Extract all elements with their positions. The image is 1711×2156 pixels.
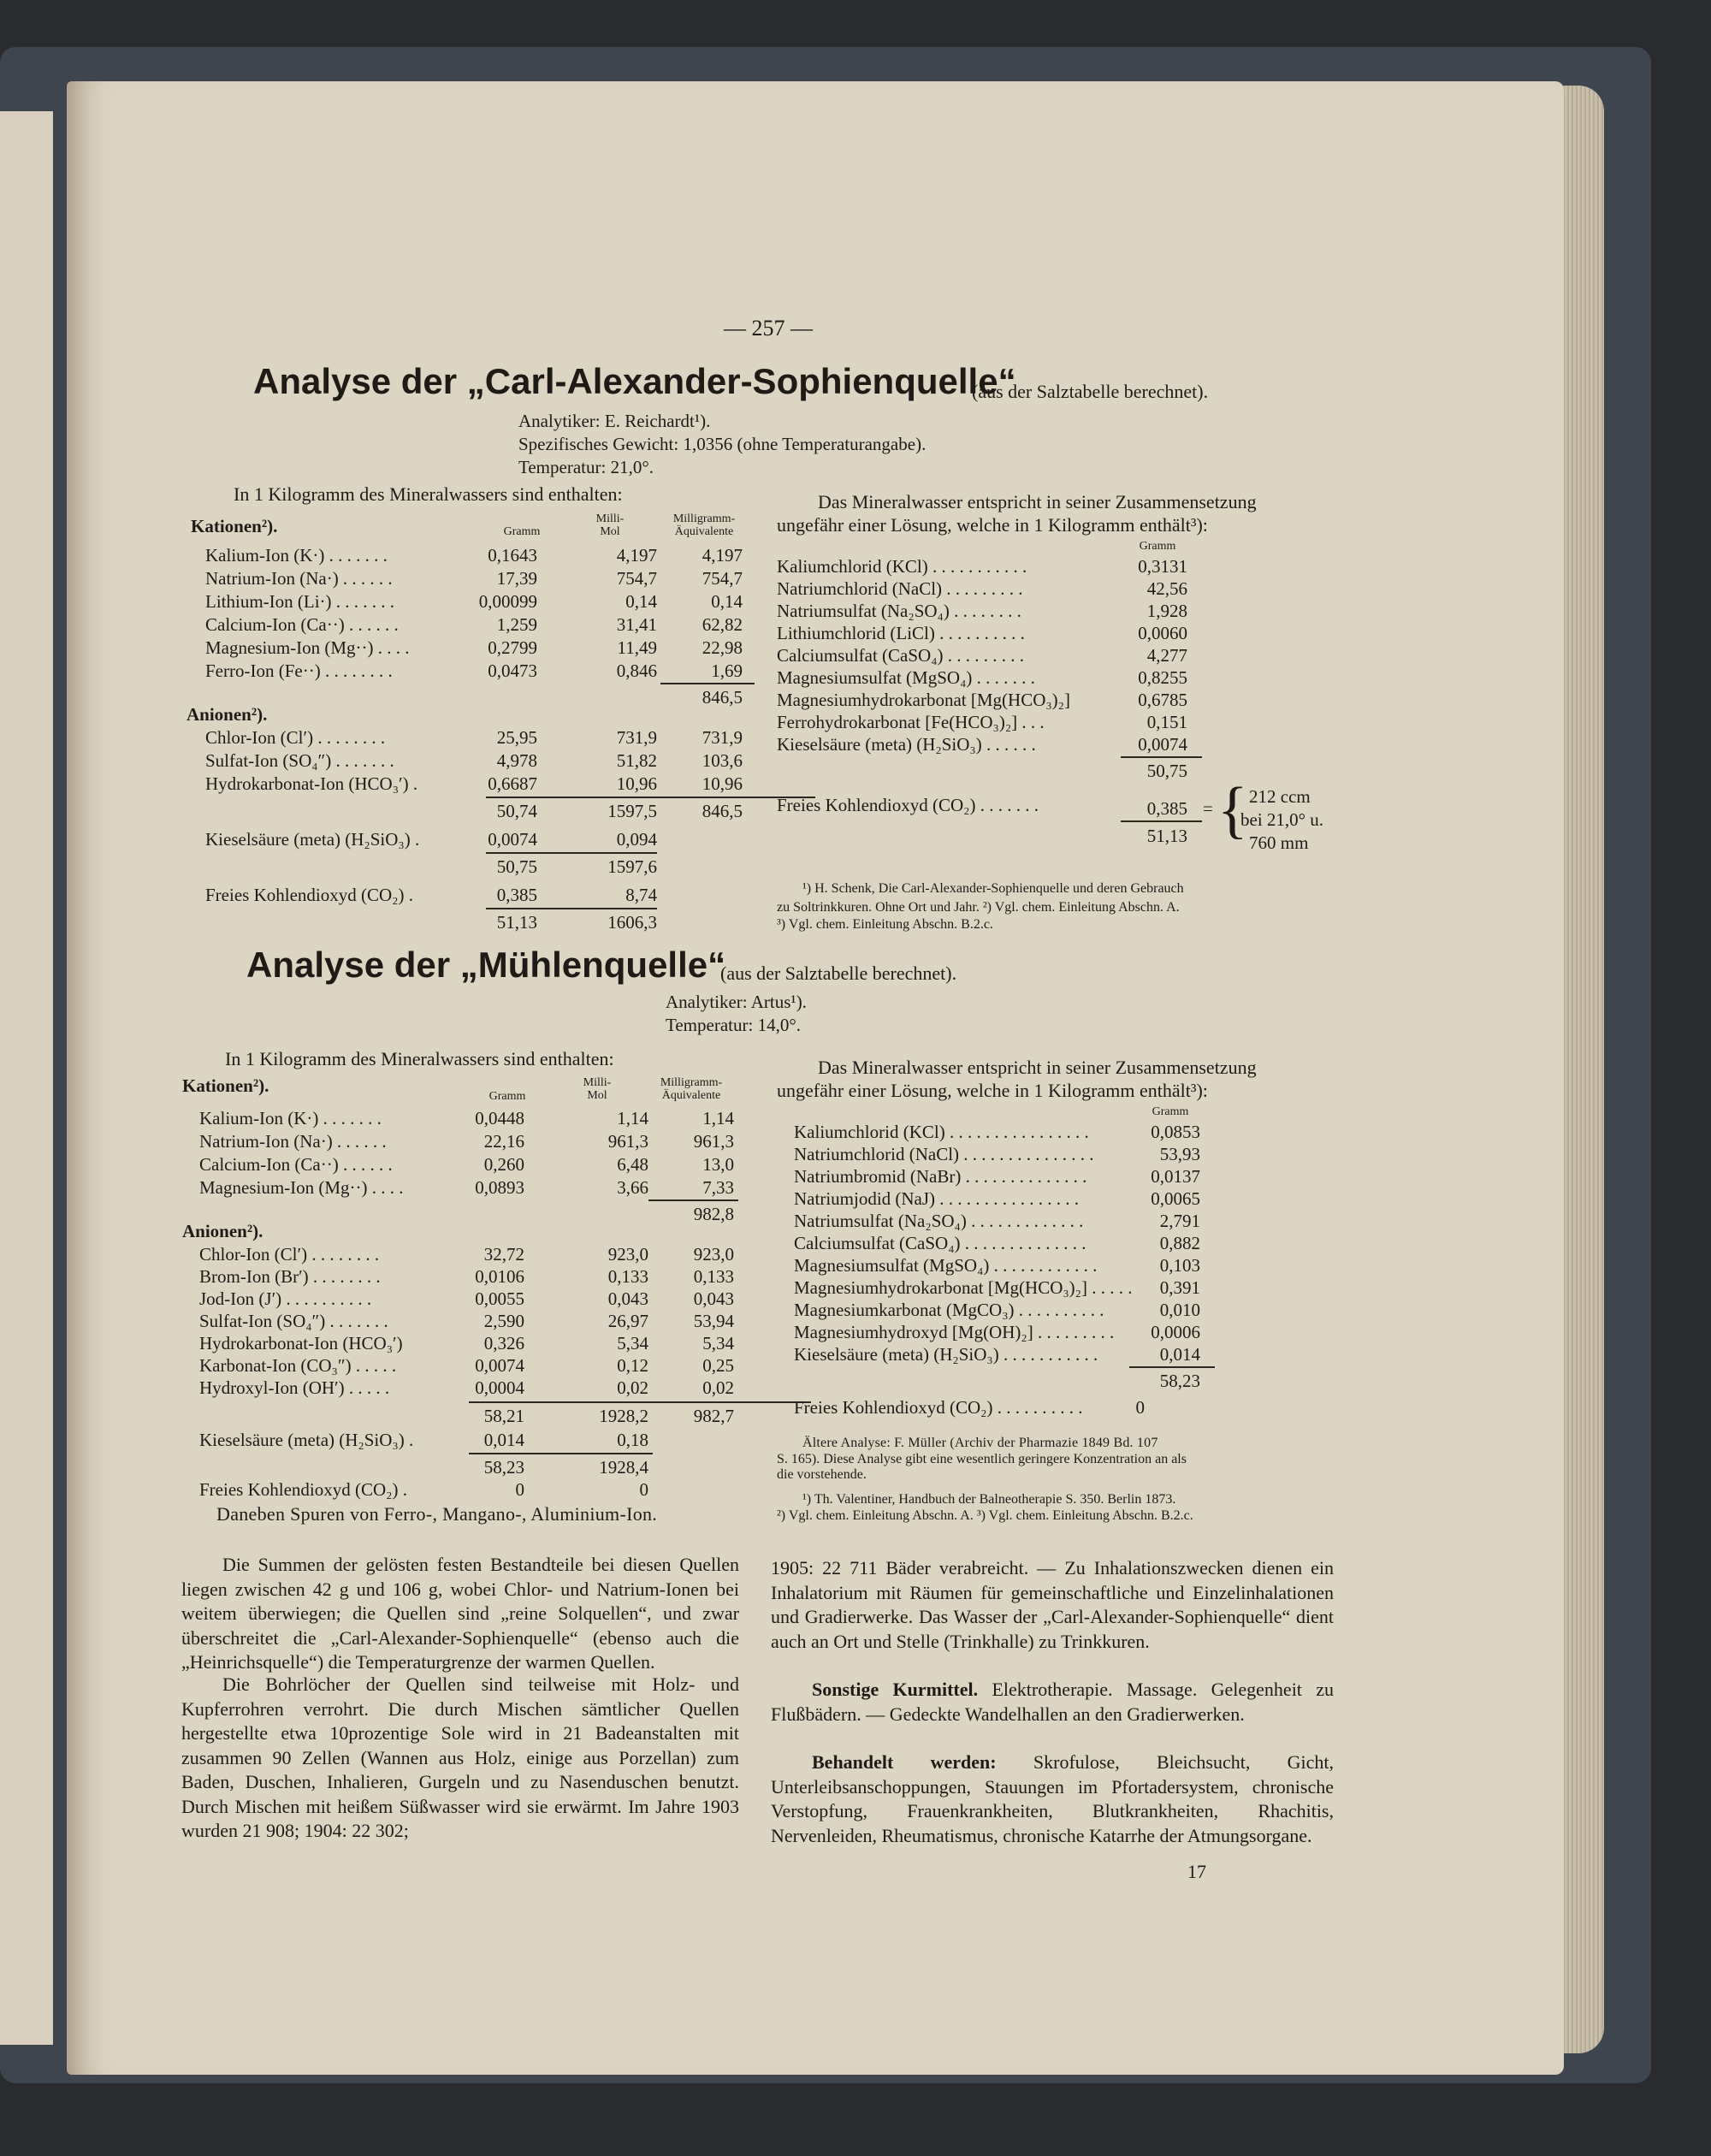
table-cell: 5,34: [702, 1333, 734, 1353]
table-cell: 0,18: [617, 1430, 648, 1450]
table-row-name: Lithium-Ion (Li·) . . . . . . .: [205, 591, 395, 612]
table-cell: 31,41: [616, 614, 657, 635]
table-cell: 0,385: [496, 885, 537, 905]
salt-name: Magnesiumhydrokarbonat [Mg(HCO₃)₂] . . . . .: [794, 1277, 1133, 1298]
salt-value: 0,0853: [1151, 1122, 1200, 1142]
analysis2-col-aequiv-2: Äquivalente: [661, 1089, 721, 1102]
salt-value: 0,0065: [1151, 1188, 1200, 1209]
table-cell: 961,3: [607, 1131, 648, 1152]
analysis2-anionen-label: Anionen²).: [182, 1221, 263, 1241]
table-row-name: Chlor-Ion (Cl′) . . . . . . . .: [205, 727, 386, 748]
sum-rule: [486, 908, 657, 909]
salt-value: 2,791: [1159, 1211, 1200, 1231]
table-cell: 4,197: [702, 545, 743, 566]
analysis2-col-gramm: Gramm: [488, 1090, 526, 1103]
body-paragraph: [771, 1678, 1334, 1727]
sum-rule: [469, 1453, 653, 1454]
analysis2-intro: In 1 Kilogramm des Mineralwassers sind enthalten:: [225, 1048, 614, 1069]
salt-value: 0,151: [1146, 712, 1187, 732]
table-cell: 0,0106: [475, 1266, 524, 1287]
table-row-name: Chlor-Ion (Cl′) . . . . . . . .: [199, 1244, 380, 1265]
table-cell: 0,846: [616, 660, 657, 681]
brace: {: [1217, 775, 1248, 845]
salt-value: 0,391: [1159, 1277, 1200, 1298]
table-cell: 0,0473: [488, 660, 537, 681]
analysis2-right-col: Gramm: [1152, 1105, 1189, 1118]
table-row-name: Kalium-Ion (K·) . . . . . . .: [199, 1108, 382, 1128]
table-row-name: Calcium-Ion (Ca··) . . . . . .: [199, 1154, 393, 1175]
salt-name: Natriumjodid (NaJ) . . . . . . . . . . . . . . . .: [794, 1188, 1080, 1209]
table-cell: 1,14: [617, 1108, 648, 1128]
table-cell: 5,34: [617, 1333, 648, 1353]
analysis1-right-intro-2: ungefähr einer Lösung, welche in 1 Kilogramm enthält³):: [777, 514, 1208, 536]
analysis1-col-millimol-1: Milli-: [595, 512, 625, 525]
salt-name: Natriumsulfat (Na₂SO₄) . . . . . . . .: [777, 601, 1021, 621]
salt-name: Calciumsulfat (CaSO₄) . . . . . . . . .: [777, 645, 1025, 666]
table-cell: 13,0: [702, 1154, 734, 1175]
table-cell: 6,48: [617, 1154, 648, 1175]
sum-rule: [469, 1401, 811, 1403]
analysis2-subtitle: (aus der Salztabelle berechnet).: [720, 962, 957, 984]
table-cell: 0,0004: [475, 1377, 524, 1398]
analysis1-anionen-label: Anionen²).: [186, 704, 268, 725]
table-cell: 51,82: [616, 750, 657, 771]
right-co2-value: 0: [1135, 1397, 1145, 1418]
table-row-name: Freies Kohlendioxyd (CO₂) .: [199, 1479, 407, 1500]
table-row-name: Natrium-Ion (Na·) . . . . . .: [205, 568, 393, 589]
table-cell: 0,133: [693, 1266, 734, 1287]
older-analysis: Ältere Analyse: F. Müller (Archiv der Pharmazie 1849 Bd. 107: [802, 1436, 1158, 1450]
sum-cell: 1597,5: [607, 801, 657, 821]
table-row-name: Ferro-Ion (Fe··) . . . . . . . .: [205, 660, 393, 681]
salt-name: Magnesiumhydrokarbonat [Mg(HCO₃)₂]: [777, 690, 1070, 710]
table-cell: 4,978: [496, 750, 537, 771]
analysis2-kationen-label: Kationen²).: [182, 1075, 269, 1096]
table-cell: 3,66: [617, 1177, 648, 1198]
footnote: zu Soltrinkkuren. Ohne Ort und Jahr. ²) Vgl. chem. Einleitung Abschn. A.: [777, 900, 1180, 915]
sum-cell: 58,23: [483, 1457, 524, 1478]
salt-name: Magnesiumsulfat (MgSO₄) . . . . . . .: [777, 667, 1035, 688]
table-row-name: Magnesium-Ion (Mg··) . . . .: [205, 637, 410, 658]
salt-name: Natriumchlorid (NaCl) . . . . . . . . .: [777, 578, 1023, 599]
right-co2-name: Freies Kohlendioxyd (CO₂) . . . . . . .: [777, 795, 1039, 815]
kationen-sum: 982,8: [693, 1204, 734, 1224]
right-co2-name: Freies Kohlendioxyd (CO₂) . . . . . . . . . .: [794, 1397, 1083, 1418]
table-row-name: Hydrokarbonat-Ion (HCO₃′) .: [205, 773, 418, 794]
footnote: ¹) H. Schenk, Die Carl-Alexander-Sophienquelle und deren Gebrauch: [802, 881, 1184, 896]
page-number: — 257 —: [724, 316, 813, 341]
analysis2-col-aequiv-1: Milligramm-: [660, 1076, 723, 1089]
table-cell: 32,72: [483, 1244, 524, 1265]
table-cell: 22,98: [702, 637, 743, 658]
sum-rule: [1121, 756, 1202, 758]
left-page-edge: [0, 111, 53, 2045]
table-cell: 923,0: [693, 1244, 734, 1265]
sum-cell: 50,74: [496, 801, 537, 821]
table-cell: 11,49: [617, 637, 657, 658]
salts-sum: 50,75: [1146, 761, 1187, 781]
table-cell: 0,1643: [488, 545, 537, 566]
sum-rule: [660, 683, 755, 684]
table-cell: 1,69: [711, 660, 743, 681]
gas-pressure: 760 mm: [1249, 832, 1309, 853]
analysis2-title: Analyse der „Mühlenquelle“: [246, 945, 726, 985]
analysis1-right-col: Gramm: [1139, 540, 1176, 553]
table-cell: 7,33: [702, 1177, 734, 1198]
body-paragraph: [771, 1750, 1334, 1848]
analysis2-temperature: Temperatur: 14,0°.: [666, 1015, 801, 1035]
section-label: Behandelt werden:: [812, 1751, 997, 1773]
gas-temp: bei 21,0° u.: [1240, 809, 1324, 830]
table-row-name: Magnesium-Ion (Mg··) . . . .: [199, 1177, 404, 1198]
analysis1-col-millimol-2: Mol: [600, 525, 620, 538]
salt-name: Calciumsulfat (CaSO₄) . . . . . . . . . . . . . .: [794, 1233, 1086, 1253]
body-paragraph: 1905: 22 711 Bäder verabreicht. — Zu Inhalationszwecken dienen ein Inhalatorium mit Räumen für gemeinschaftliche und Einzelinhalationen und Gradierwerke. Das Wasser der „Carl-Alexander-Sophienquelle“ dient auch an Ort und Stelle (Trinkhalle) zu Trinkkuren.: [771, 1557, 1334, 1652]
salt-value: 0,103: [1159, 1255, 1200, 1276]
salt-name: Kieselsäure (meta) (H₂SiO₃) . . . . . . . . . . .: [794, 1344, 1098, 1365]
analysis1-title: Analyse der „Carl-Alexander-Sophienquelle“: [253, 361, 1016, 401]
table-cell: 0,043: [693, 1288, 734, 1309]
salts-sum: 58,23: [1159, 1371, 1200, 1391]
sum-cell: 1606,3: [607, 912, 657, 933]
table-cell: 0,0074: [475, 1355, 524, 1376]
sum-rule: [1121, 820, 1202, 822]
right-sum: 51,13: [1146, 826, 1187, 846]
body-paragraph: Die Summen der gelösten festen Bestandteile bei diesen Quellen liegen zwischen 42 g und 106 g, wobei Chlor- und Natrium-Ionen bei weitem überwiegen; die Quellen sind „reine Solquellen“, und zwar überschreitet die „Carl-Alexander-Sophienquelle“ (ebenso auch die „Heinrichsquelle“) die Temperaturgrenze der warmen Quellen.: [181, 1554, 739, 1673]
table-cell: 0,133: [607, 1266, 648, 1287]
analysis1-col-gramm: Gramm: [503, 525, 541, 538]
salt-name: Magnesiumkarbonat (MgCO₃) . . . . . . . . . .: [794, 1300, 1104, 1320]
section-text: Elektrotherapie. Massage. Gelegenheit zu Flußbädern. — Gedeckte Wandelhallen an den Gradierwerken.: [771, 1679, 1334, 1725]
analysis2-col-millimol-1: Milli-: [583, 1076, 612, 1089]
sum-cell: 1597,6: [607, 856, 657, 877]
table-cell: 1,259: [496, 614, 537, 635]
salt-value: 0,882: [1159, 1233, 1200, 1253]
table-cell: 0,0448: [475, 1108, 524, 1128]
table-cell: 754,7: [702, 568, 743, 589]
older-analysis: S. 165). Diese Analyse gibt eine wesentlich geringere Konzentration an als: [777, 1452, 1187, 1466]
salt-value: 0,0006: [1151, 1322, 1200, 1342]
analysis1-analyst: Analytiker: E. Reichardt¹).: [518, 411, 711, 431]
salt-value: 42,56: [1146, 578, 1187, 599]
table-row-name: Hydrokarbonat-Ion (HCO₃′): [199, 1333, 403, 1353]
table-row-name: Hydroxyl-Ion (OH′) . . . . .: [199, 1377, 390, 1398]
table-cell: 754,7: [616, 568, 657, 589]
table-row-name: Kieselsäure (meta) (H₂SiO₃) .: [199, 1430, 414, 1450]
table-cell: 0,14: [625, 591, 657, 612]
sum-cell: 58,21: [483, 1406, 524, 1426]
salt-value: 0,8255: [1138, 667, 1187, 688]
table-row-name: Karbonat-Ion (CO₃″) . . . . .: [199, 1355, 397, 1376]
salt-name: Kieselsäure (meta) (H₂SiO₃) . . . . . .: [777, 734, 1036, 755]
table-cell: 0,0074: [488, 829, 537, 850]
older-analysis: die vorstehende.: [777, 1467, 867, 1482]
section-text: Skrofulose, Bleichsucht, Gicht, Unterleibsanschoppungen, Stauungen im Pfortadersystem, chronische Verstopfung, Frauenkrankheiten, Blutkrankheiten, Rhachitis, Nervenleiden, Rheumatismus, chronische Katarrhe der Atmungsorgane.: [771, 1751, 1335, 1846]
salt-value: 53,93: [1159, 1144, 1200, 1164]
analysis1-gravity: Spezifisches Gewicht: 1,0356 (ohne Temperaturangabe).: [518, 434, 927, 454]
table-cell: 0,6687: [488, 773, 537, 794]
analysis2-analyst: Analytiker: Artus¹).: [666, 992, 807, 1012]
salt-value: 0,0074: [1138, 734, 1187, 755]
table-cell: 0,02: [702, 1377, 734, 1398]
table-cell: 25,95: [496, 727, 537, 748]
section-label: Sonstige Kurmittel.: [812, 1679, 979, 1700]
table-cell: 0,043: [607, 1288, 648, 1309]
salt-value: 1,928: [1146, 601, 1187, 621]
table-row-name: Jod-Ion (J′) . . . . . . . . . .: [199, 1288, 372, 1309]
table-cell: 0,0055: [475, 1288, 524, 1309]
table-cell: 62,82: [702, 614, 743, 635]
table-cell: 0: [515, 1479, 524, 1500]
salt-value: 0,3131: [1138, 556, 1187, 577]
table-cell: 0,12: [617, 1355, 648, 1376]
table-cell: 0: [639, 1479, 648, 1500]
salt-name: Kaliumchlorid (KCl) . . . . . . . . . . .: [777, 556, 1027, 577]
table-cell: 4,197: [616, 545, 657, 566]
table-cell: 731,9: [616, 727, 657, 748]
sum-rule: [1129, 1366, 1215, 1368]
table-cell: 1,14: [702, 1108, 734, 1128]
salt-name: Magnesiumsulfat (MgSO₄) . . . . . . . . . . . .: [794, 1255, 1098, 1276]
table-cell: 0,260: [483, 1154, 524, 1175]
table-cell: 0,094: [616, 829, 657, 850]
table-cell: 2,590: [483, 1311, 524, 1331]
analysis1-col-aequiv-2: Äquivalente: [674, 525, 734, 538]
sum-cell: 51,13: [496, 912, 537, 933]
right-co2-value: 0,385: [1146, 798, 1187, 819]
table-cell: 10,96: [702, 773, 743, 794]
salt-value: 0,010: [1159, 1300, 1200, 1320]
analysis1-kationen-label: Kationen²).: [191, 516, 278, 536]
salt-name: Lithiumchlorid (LiCl) . . . . . . . . . .: [777, 623, 1025, 643]
table-cell: 731,9: [702, 727, 743, 748]
salt-name: Natriumsulfat (Na₂SO₄) . . . . . . . . . . . . .: [794, 1211, 1084, 1231]
table-row-name: Sulfat-Ion (SO₄″) . . . . . . .: [205, 750, 394, 771]
table-row-name: Natrium-Ion (Na·) . . . . . .: [199, 1131, 387, 1152]
table-row-name: Calcium-Ion (Ca··) . . . . . .: [205, 614, 399, 635]
table-cell: 53,94: [693, 1311, 734, 1331]
table-cell: 26,97: [607, 1311, 648, 1331]
analysis1-col-aequiv-1: Milligramm-: [672, 512, 736, 525]
table-cell: 0,2799: [488, 637, 537, 658]
analysis2-col-millimol-2: Mol: [587, 1089, 607, 1102]
salt-value: 0,6785: [1138, 690, 1187, 710]
table-cell: 17,39: [496, 568, 537, 589]
salt-name: Ferrohydrokarbonat [Fe(HCO₃)₂] . . .: [777, 712, 1045, 732]
table-cell: 0,14: [711, 591, 743, 612]
sum-cell: 50,75: [496, 856, 537, 877]
salt-name: Magnesiumhydroxyd [Mg(OH)₂] . . . . . . . . .: [794, 1322, 1115, 1342]
table-row-name: Brom-Ion (Br′) . . . . . . . .: [199, 1266, 381, 1287]
table-cell: 10,96: [616, 773, 657, 794]
salt-value: 4,277: [1146, 645, 1187, 666]
analysis1-intro: In 1 Kilogramm des Mineralwassers sind enthalten:: [234, 483, 623, 505]
salt-name: Natriumchlorid (NaCl) . . . . . . . . . . . . . . .: [794, 1144, 1094, 1164]
table-cell: 0,0893: [475, 1177, 524, 1198]
sum-cell: 982,7: [693, 1406, 734, 1426]
body-paragraph: Die Bohrlöcher der Quellen sind teilweise mit Holz- und Kupferrohren verrohrt. Die durch Mischen sämtlicher Quellen hergestellte etwa 10prozentige Sole wird in 21 Badeanstalten mit zusammen 90 Zellen (Wannen aus Holz, einige aus Porzellan) zum Baden, Duschen, Inhalieren, Gurgeln und zu Nasenduschen benutzt. Durch Mischen mit heißem Süßwasser wird sie erwärmt. Im Jahre 1903 wurden 21 908; 1904: 22 302;: [181, 1673, 739, 1841]
table-cell: 0,326: [483, 1333, 524, 1353]
table-cell: 0,00099: [478, 591, 537, 612]
table-cell: 22,16: [483, 1131, 524, 1152]
table-cell: 961,3: [693, 1131, 734, 1152]
footnote: ²) Vgl. chem. Einleitung Abschn. A. ³) Vgl. chem. Einleitung Abschn. B.2.c.: [777, 1508, 1193, 1523]
analysis1-subtitle: (aus der Salztabelle berechnet).: [972, 381, 1209, 402]
footer-number: 17: [1187, 1861, 1206, 1882]
analysis2-right-intro-1: Das Mineralwasser entspricht in seiner Zusammensetzung: [818, 1057, 1257, 1078]
analysis1-right-intro-1: Das Mineralwasser entspricht in seiner Zusammensetzung: [818, 491, 1257, 512]
table-cell: 8,74: [625, 885, 657, 905]
sum-rule: [486, 852, 657, 854]
analysis1-temperature: Temperatur: 21,0°.: [518, 457, 654, 477]
salt-name: Natriumbromid (NaBr) . . . . . . . . . . . . . .: [794, 1166, 1087, 1187]
kationen-sum: 846,5: [702, 687, 743, 708]
table-cell: 0,02: [617, 1377, 648, 1398]
salt-name: Kaliumchlorid (KCl) . . . . . . . . . . . . . . . .: [794, 1122, 1089, 1142]
salt-value: 0,0137: [1151, 1166, 1200, 1187]
table-row-name: Sulfat-Ion (SO₄″) . . . . . . .: [199, 1311, 388, 1331]
table-row-name: Kieselsäure (meta) (H₂SiO₃) .: [205, 829, 420, 850]
table-row-name: Kalium-Ion (K·) . . . . . . .: [205, 545, 388, 566]
gas-volume: 212 ccm: [1249, 786, 1311, 807]
sum-rule: [648, 1199, 738, 1201]
sum-cell: 1928,2: [599, 1406, 648, 1426]
sum-cell: 1928,4: [599, 1457, 648, 1478]
sum-cell: 846,5: [702, 801, 743, 821]
salt-value: 0,014: [1159, 1344, 1200, 1365]
footnote: ³) Vgl. chem. Einleitung Abschn. B.2.c.: [777, 917, 993, 932]
sum-rule: [486, 797, 815, 798]
book-page: [67, 81, 1564, 2075]
table-cell: 103,6: [702, 750, 743, 771]
salt-value: 0,0060: [1138, 623, 1187, 643]
analysis2-traces: Daneben Spuren von Ferro-, Mangano-, Aluminium-Ion.: [216, 1503, 658, 1525]
equals-sign: =: [1203, 798, 1213, 819]
table-cell: 0,014: [483, 1430, 524, 1450]
table-cell: 923,0: [607, 1244, 648, 1265]
table-row-name: Freies Kohlendioxyd (CO₂) .: [205, 885, 413, 905]
analysis2-right-intro-2: ungefähr einer Lösung, welche in 1 Kilogramm enthält³):: [777, 1080, 1208, 1101]
footnote: ¹) Th. Valentiner, Handbuch der Balneotherapie S. 350. Berlin 1873.: [802, 1492, 1176, 1507]
table-cell: 0,25: [702, 1355, 734, 1376]
